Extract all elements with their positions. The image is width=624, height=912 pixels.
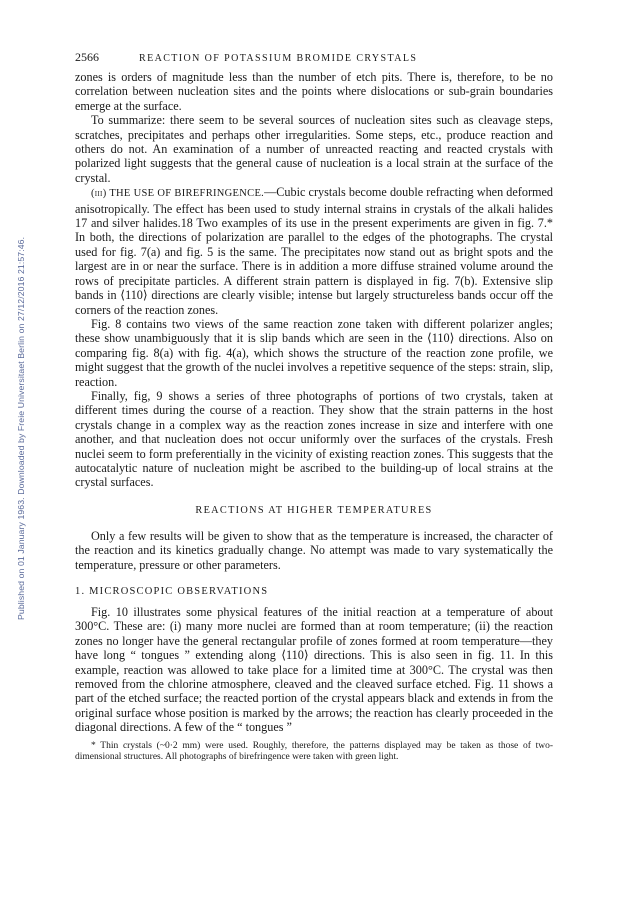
download-watermark: [0, 60, 26, 620]
birefringence-label: (iii) THE USE OF BIREFRINGENCE.: [91, 188, 265, 200]
subsection-heading: 1. MICROSCOPIC OBSERVATIONS: [75, 586, 269, 597]
running-title: REACTION OF POTASSIUM BROMIDE CRYSTALS: [139, 53, 418, 64]
paragraph-summary: To summarize: there seem to be several sources of nucleation sites such as cleavage steps, scratches, precipitates and perhaps other irregularities. Some steps, etc., produce reaction and others do not. An examination of a number of unreacted reacting and reacted crystals with polarized light suggests that the general cause of nucleation is a local strain at the surface of the crystal.: [75, 113, 553, 185]
page-number: 2566: [75, 50, 99, 64]
page-header: [75, 50, 553, 70]
download-watermark-text: Published on 01 January 1963. Downloaded by Freie Universitaet Berlin on 27/12/2016 21:57:46.: [16, 236, 26, 620]
paragraph-fig8: Fig. 8 contains two views of the same reaction zone taken with different polarizer angles; these show unambiguously that it is slip bands which are seen in the ⟨110⟩ directions. Also on comparing fig. 8(a) with fig. 4(a), which shows the structure of the reaction zone profile, we might suggest that the growth of the nuclei involves a repetitive sequence of the steps: strain, slip, reaction.: [75, 316, 553, 389]
page-body: [75, 50, 553, 763]
paragraph-fig10: Fig. 10 illustrates some physical features of the initial reaction at a temperature of about 300°C. These are: (i) many more nuclei are formed than at room temperature; (ii) the reaction zones no longer have the general rectangular profile of zones formed at room temperature—they have long “ tongues ” extending along ⟨110⟩ directions. This is also seen in fig. 11. In this example, reaction was allowed to take place for a limited time at 300°C. The crystal was then removed from the chlorine atmosphere, cleaved and the cleaved surface etched. Fig. 11 shows a part of the etched surface; the reacted portion of the crystal appears black and extends in from the original surface whose position is marked by the arrows; the reaction has clearly proceeded in the diagonal directions. A few of the “ tongues ”: [75, 605, 553, 735]
birefringence-text: —Cubic crystals become double refracting when deformed anisotropically. The effect has been used to study internal strains in crystals of the alkali halides 17 and silver halides.18 Two examples of its use in the present experiments are given in fig. 7.* In both, the directions of polarization are parallel to the edges of the photographs. The crystal used for fig. 7(a) and fig. 5 is the same. The precipitates now stand out as bright spots and the largest are in or near the surface. There is in addition a more diffuse strained volume around the rows of precipitate particles. A different strain pattern is displayed in fig. 7(b). Extensive slip bands in ⟨110⟩ directions are clearly visible; intense but largely structureless bands occur off the corners of the reaction zones.: [75, 185, 553, 317]
footnote: [75, 741, 553, 763]
section-heading: REACTIONS AT HIGHER TEMPERATURES: [195, 504, 433, 516]
footnote-text: * Thin crystals (~0·2 mm) were used. Roughly, therefore, the patterns displayed may be taken as those of two-dimensional structures. All photographs of birefringence were taken with green light.: [75, 740, 553, 762]
paragraph-fig9: Finally, fig, 9 shows a series of three photographs of portions of two crystals, taken at different times during the course of a reaction. They show that the strain patterns in the host crystals change in a complex way as the reaction zones increase in size and interfere with one another, and that nucleation does not occur uniformly over the surfaces of the crystals. Fresh nuclei seem to form preferentially in the vicinity of existing reaction zones. This suggests that the autocatalytic nature of nucleation might be ascribed to the building-up of local strains at the crystal surfaces.: [75, 388, 553, 490]
paragraph-higher-temp-intro: Only a few results will be given to show that as the temperature is increased, the character of the reaction and its kinetics gradually change. No attempt was made to vary systematically the temperature, pressure or other parameters.: [75, 528, 553, 572]
paragraph-etch-pits: zones is orders of magnitude less than the number of etch pits. There is, therefore, to be no correlation between nucleation sites and the points where dislocations or sub-grain boundaries emerge at the surface.: [75, 70, 553, 113]
paragraph-birefringence: [75, 185, 553, 317]
